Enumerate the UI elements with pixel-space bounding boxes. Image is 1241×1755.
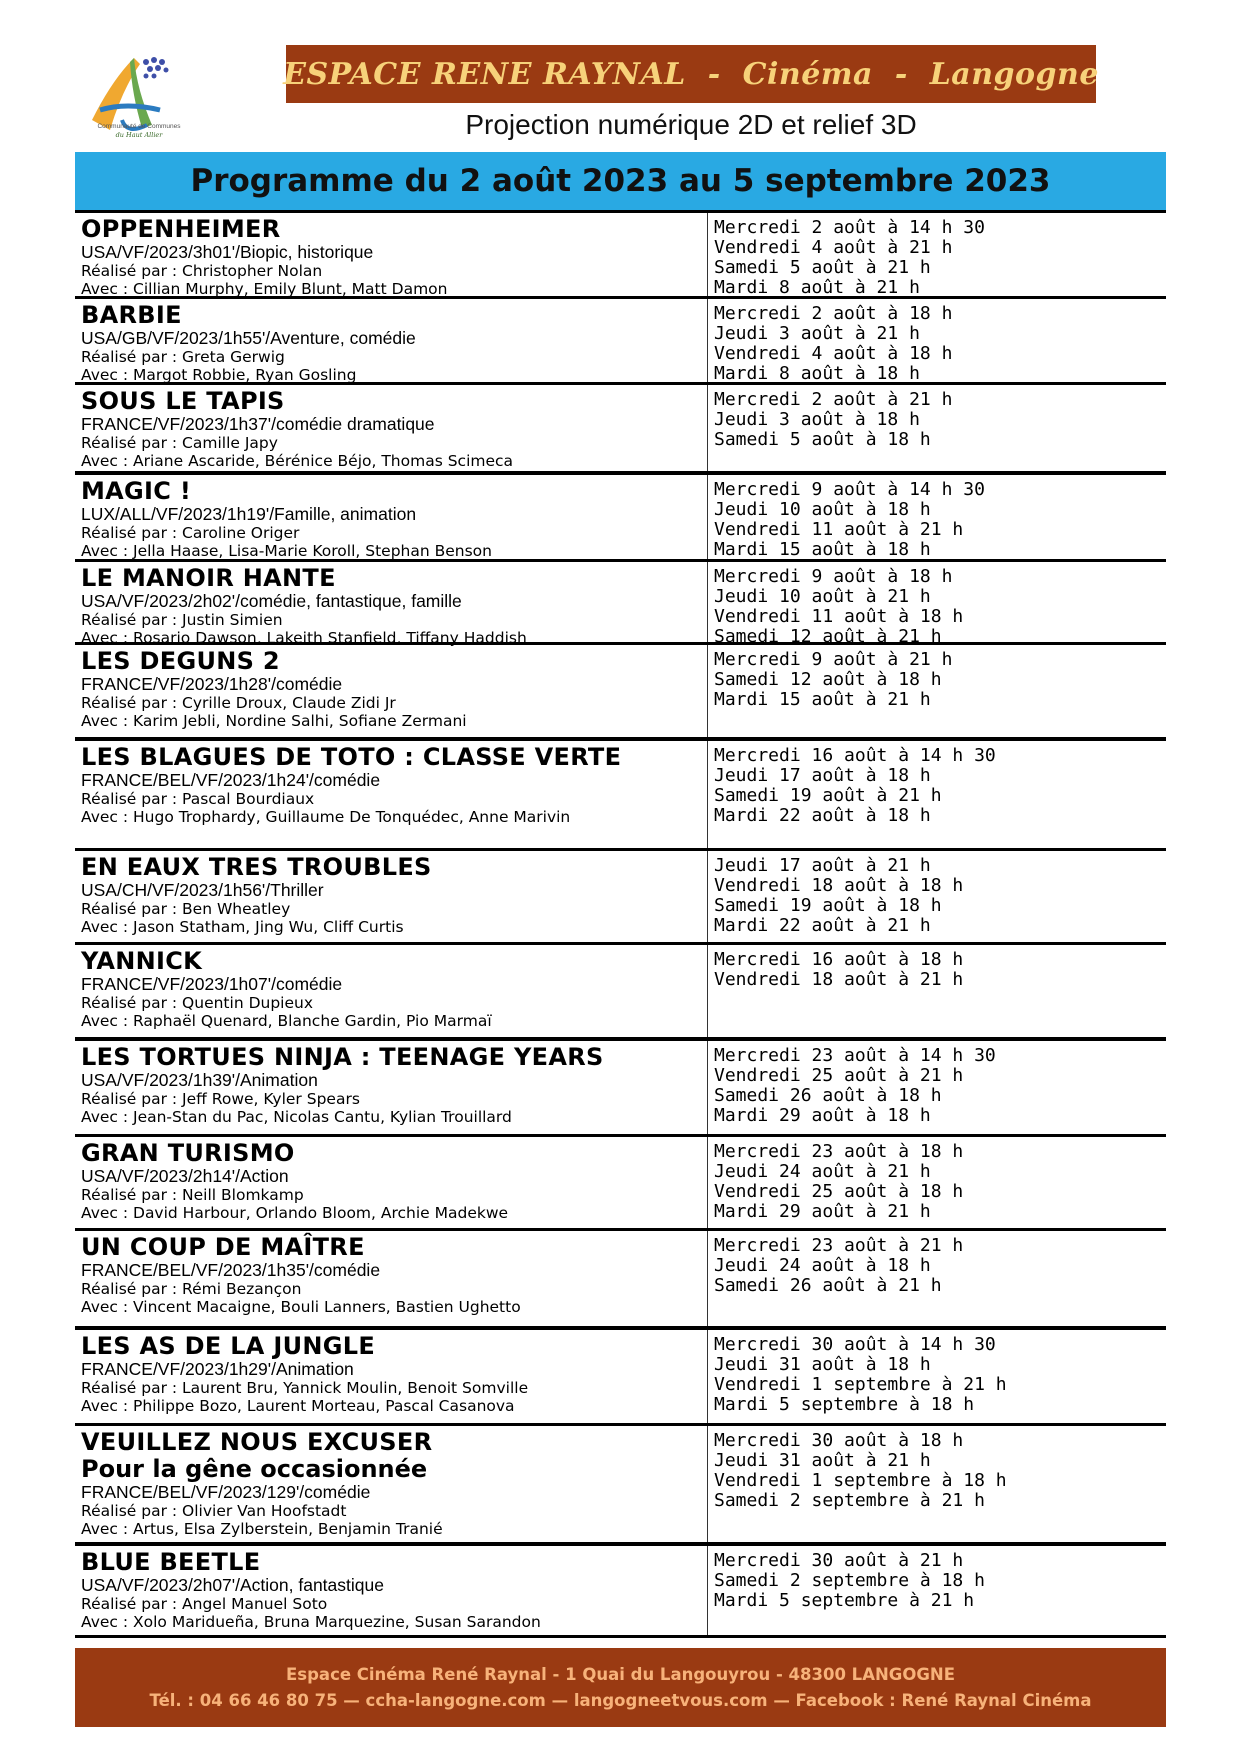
film-showtimes	[707, 1546, 1166, 1635]
film-details	[75, 475, 707, 559]
showtime: Mercredi 9 août à 14 h 30	[714, 479, 985, 500]
logo-caption-line1: Communauté de Communes	[97, 123, 181, 130]
film-showtimes	[707, 851, 1166, 942]
film-showtimes	[707, 1426, 1166, 1542]
program-band	[75, 152, 1166, 210]
film-showtimes	[707, 1137, 1166, 1228]
film-showtimes	[707, 562, 1166, 647]
cinema-banner-text: ESPACE RENE RAYNAL - Cinéma - Langogne	[283, 56, 1099, 92]
showtime: Mardi 29 août à 18 h	[714, 1105, 931, 1126]
film-row	[75, 1326, 1166, 1423]
film-title: LES BLAGUES DE TOTO : CLASSE VERTE	[81, 743, 622, 771]
film-showtimes	[707, 645, 1166, 737]
showtime: Vendredi 25 août à 21 h	[714, 1065, 964, 1086]
film-cast: Avec : Margot Robbie, Ryan Gosling	[81, 366, 357, 384]
film-row	[75, 296, 1166, 382]
film-info: FRANCE/VF/2023/1h29'/Animation	[81, 1359, 354, 1379]
showtime: Jeudi 24 août à 21 h	[714, 1161, 931, 1182]
showtime: Samedi 26 août à 21 h	[714, 1275, 942, 1296]
film-row	[75, 471, 1166, 559]
film-row	[75, 737, 1166, 848]
film-director: Réalisé par : Angel Manuel Soto	[81, 1595, 328, 1613]
showtime: Samedi 26 août à 18 h	[714, 1085, 942, 1106]
film-director: Réalisé par : Justin Simien	[81, 611, 283, 629]
film-details	[75, 1231, 707, 1326]
showtime: Mardi 15 août à 21 h	[714, 689, 931, 710]
film-row	[75, 1037, 1166, 1134]
showtime: Mercredi 30 août à 21 h	[714, 1550, 964, 1571]
cinema-banner	[283, 45, 1099, 103]
film-director: Réalisé par : Ben Wheatley	[81, 900, 291, 918]
film-showtimes	[707, 213, 1166, 296]
showtime: Mardi 15 août à 18 h	[714, 539, 931, 560]
film-row	[75, 1423, 1166, 1542]
film-director: Réalisé par : Rémi Bezançon	[81, 1280, 302, 1298]
film-director: Réalisé par : Neill Blomkamp	[81, 1186, 304, 1204]
film-title: LE MANOIR HANTE	[81, 564, 336, 592]
film-info: LUX/ALL/VF/2023/1h19'/Famille, animation	[81, 504, 417, 524]
showtime: Mercredi 23 août à 21 h	[714, 1235, 964, 1256]
film-row	[75, 848, 1166, 942]
showtime: Mercredi 16 août à 14 h 30	[714, 745, 996, 766]
showtime: Samedi 5 août à 18 h	[714, 429, 931, 450]
film-cast: Avec : Karim Jebli, Nordine Salhi, Sofiane Zermani	[81, 712, 467, 730]
film-cast: Avec : Xolo Maridueña, Bruna Marquezine, Susan Sarandon	[81, 1613, 541, 1631]
showtime: Samedi 19 août à 21 h	[714, 785, 942, 806]
film-row	[75, 1542, 1166, 1635]
community-logo-icon	[82, 50, 192, 160]
film-showtimes	[707, 1330, 1166, 1423]
film-info: USA/VF/2023/1h39'/Animation	[81, 1070, 318, 1090]
showtime: Samedi 19 août à 18 h	[714, 895, 942, 916]
film-subtitle: Pour la gêne occasionnée	[81, 1455, 428, 1483]
film-details	[75, 213, 707, 296]
film-director: Réalisé par : Cyrille Droux, Claude Zidi Jr	[81, 694, 396, 712]
film-title: EN EAUX TRES TROUBLES	[81, 853, 432, 881]
footer-address: Espace Cinéma René Raynal - 1 Quai du Langouyrou - 48300 LANGOGNE	[286, 1664, 955, 1684]
film-showtimes	[707, 385, 1166, 471]
film-details	[75, 562, 707, 647]
film-cast: Avec : Philippe Bozo, Laurent Morteau, Pascal Casanova	[81, 1397, 515, 1415]
program-title: Programme du 2 août 2023 au 5 septembre 2023	[190, 163, 1051, 199]
film-info: FRANCE/VF/2023/1h28'/comédie	[81, 674, 343, 694]
logo-caption-line2: du Haut Allier	[115, 131, 163, 139]
showtime: Samedi 2 septembre à 18 h	[714, 1570, 985, 1591]
showtime: Jeudi 10 août à 21 h	[714, 586, 931, 607]
showtime: Jeudi 31 août à 18 h	[714, 1354, 931, 1375]
film-showtimes	[707, 945, 1166, 1037]
showtime: Mardi 8 août à 21 h	[714, 277, 920, 298]
showtime: Jeudi 17 août à 21 h	[714, 855, 931, 876]
showtime: Mercredi 2 août à 14 h 30	[714, 217, 985, 238]
footer-contact: Tél. : 04 66 46 80 75 — ccha-langogne.com — langogneetvous.com — Facebook : René Raynal Cinéma	[149, 1690, 1092, 1710]
film-director: Réalisé par : Jeff Rowe, Kyler Spears	[81, 1090, 360, 1108]
film-details	[75, 945, 707, 1037]
film-showtimes	[707, 299, 1166, 382]
showtime: Mardi 22 août à 21 h	[714, 915, 931, 936]
film-details	[75, 645, 707, 737]
film-info: FRANCE/VF/2023/1h37'/comédie dramatique	[81, 414, 435, 434]
film-title: BARBIE	[81, 301, 182, 329]
film-info: FRANCE/BEL/VF/2023/1h35'/comédie	[81, 1260, 381, 1280]
showtime: Jeudi 3 août à 21 h	[714, 323, 920, 344]
showtime: Mercredi 2 août à 18 h	[714, 303, 953, 324]
showtime: Jeudi 24 août à 18 h	[714, 1255, 931, 1276]
film-row	[75, 559, 1166, 647]
film-info: FRANCE/VF/2023/1h07'/comédie	[81, 974, 343, 994]
film-cast: Avec : Raphaël Quenard, Blanche Gardin, Pio Marmaï	[81, 1012, 492, 1030]
film-showtimes	[707, 741, 1166, 848]
film-cast: Avec : Jean-Stan du Pac, Nicolas Cantu, Kylian Trouillard	[81, 1108, 512, 1126]
film-details	[75, 1330, 707, 1423]
showtime: Vendredi 1 septembre à 21 h	[714, 1374, 1007, 1395]
showtime: Jeudi 10 août à 18 h	[714, 499, 931, 520]
showtime: Jeudi 3 août à 18 h	[714, 409, 920, 430]
film-title: GRAN TURISMO	[81, 1139, 295, 1167]
film-director: Réalisé par : Pascal Bourdiaux	[81, 790, 315, 808]
film-director: Réalisé par : Camille Japy	[81, 434, 278, 452]
film-showtimes	[707, 1041, 1166, 1134]
showtime: Samedi 12 août à 18 h	[714, 669, 942, 690]
film-title: LES TORTUES NINJA : TEENAGE YEARS	[81, 1043, 604, 1071]
film-details	[75, 299, 707, 382]
showtime: Vendredi 18 août à 18 h	[714, 875, 964, 896]
showtime: Mercredi 23 août à 18 h	[714, 1141, 964, 1162]
film-cast: Avec : Vincent Macaigne, Bouli Lanners, Bastien Ughetto	[81, 1298, 521, 1316]
film-details	[75, 1041, 707, 1134]
film-director: Réalisé par : Christopher Nolan	[81, 262, 323, 280]
film-cast: Avec : Hugo Trophardy, Guillaume De Tonquédec, Anne Marivin	[81, 808, 571, 826]
film-row	[75, 1228, 1166, 1326]
film-title: MAGIC !	[81, 477, 192, 505]
showtime: Mardi 5 septembre à 18 h	[714, 1394, 975, 1415]
logo-caption	[84, 123, 194, 139]
film-info: USA/VF/2023/2h07'/Action, fantastique	[81, 1575, 384, 1595]
film-cast: Avec : Jason Statham, Jing Wu, Cliff Curtis	[81, 918, 404, 936]
film-details	[75, 1137, 707, 1228]
film-director: Réalisé par : Laurent Bru, Yannick Moulin, Benoit Somville	[81, 1379, 529, 1397]
showtime: Mardi 8 août à 18 h	[714, 363, 920, 384]
film-title: LES DEGUNS 2	[81, 647, 280, 675]
film-info: FRANCE/BEL/VF/2023/1h24'/comédie	[81, 770, 381, 790]
film-info: USA/CH/VF/2023/1h56'/Thriller	[81, 880, 324, 900]
showtime: Samedi 12 août à 21 h	[714, 626, 942, 647]
film-info: USA/VF/2023/3h01'/Biopic, historique	[81, 242, 374, 262]
showtime: Mercredi 9 août à 18 h	[714, 566, 953, 587]
showtime: Vendredi 18 août à 21 h	[714, 969, 964, 990]
showtime: Mardi 5 septembre à 21 h	[714, 1590, 975, 1611]
film-director: Réalisé par : Olivier Van Hoofstadt	[81, 1502, 347, 1520]
film-details	[75, 1426, 707, 1542]
film-details	[75, 385, 707, 471]
showtime: Vendredi 11 août à 18 h	[714, 606, 964, 627]
film-row	[75, 1134, 1166, 1228]
film-row	[75, 942, 1166, 1037]
showtime: Vendredi 4 août à 18 h	[714, 343, 953, 364]
showtime: Mercredi 30 août à 18 h	[714, 1430, 964, 1451]
film-title: BLUE BEETLE	[81, 1548, 261, 1576]
film-cast: Avec : Cillian Murphy, Emily Blunt, Matt Damon	[81, 280, 448, 298]
film-director: Réalisé par : Greta Gerwig	[81, 348, 285, 366]
film-info: USA/VF/2023/2h02'/comédie, fantastique, famille	[81, 591, 462, 611]
footer-band	[75, 1648, 1166, 1727]
film-title: UN COUP DE MAÎTRE	[81, 1233, 365, 1261]
showtime: Mercredi 16 août à 18 h	[714, 949, 964, 970]
film-director: Réalisé par : Caroline Origer	[81, 524, 300, 542]
showtime: Mardi 22 août à 18 h	[714, 805, 931, 826]
film-title: YANNICK	[81, 947, 203, 975]
film-info: FRANCE/BEL/VF/2023/129'/comédie	[81, 1482, 371, 1502]
showtime: Samedi 5 août à 21 h	[714, 257, 931, 278]
film-details	[75, 851, 707, 942]
film-cast: Avec : Jella Haase, Lisa-Marie Koroll, Stephan Benson	[81, 542, 492, 560]
film-cast: Avec : David Harbour, Orlando Bloom, Archie Madekwe	[81, 1204, 509, 1222]
film-title: LES AS DE LA JUNGLE	[81, 1332, 376, 1360]
showtime: Mercredi 2 août à 21 h	[714, 389, 953, 410]
film-cast: Avec : Ariane Ascaride, Bérénice Béjo, Thomas Scimeca	[81, 452, 514, 470]
film-info: USA/VF/2023/2h14'/Action	[81, 1166, 289, 1186]
film-row	[75, 210, 1166, 296]
showtime: Vendredi 11 août à 21 h	[714, 519, 964, 540]
schedule-table	[75, 210, 1166, 1638]
film-showtimes	[707, 1231, 1166, 1326]
showtime: Mercredi 30 août à 14 h 30	[714, 1334, 996, 1355]
film-director: Réalisé par : Quentin Dupieux	[81, 994, 314, 1012]
film-cast: Avec : Rosario Dawson, Lakeith Stanfield, Tiffany Haddish	[81, 629, 527, 647]
film-details	[75, 1546, 707, 1635]
film-row	[75, 642, 1166, 737]
film-info: USA/GB/VF/2023/1h55'/Aventure, comédie	[81, 328, 416, 348]
film-details	[75, 741, 707, 848]
projection-subtitle: Projection numérique 2D et relief 3D	[465, 109, 917, 140]
film-showtimes	[707, 475, 1166, 559]
film-title: OPPENHEIMER	[81, 215, 281, 243]
showtime: Samedi 2 septembre à 21 h	[714, 1490, 985, 1511]
showtime: Vendredi 25 août à 18 h	[714, 1181, 964, 1202]
film-title: SOUS LE TAPIS	[81, 387, 285, 415]
showtime: Mercredi 9 août à 21 h	[714, 649, 953, 670]
film-title: VEUILLEZ NOUS EXCUSER	[81, 1428, 433, 1456]
table-bottom-rule	[75, 1635, 1166, 1638]
showtime: Vendredi 1 septembre à 18 h	[714, 1470, 1007, 1491]
showtime: Mercredi 23 août à 14 h 30	[714, 1045, 996, 1066]
showtime: Jeudi 31 août à 21 h	[714, 1450, 931, 1471]
film-row	[75, 382, 1166, 471]
showtime: Mardi 29 août à 21 h	[714, 1201, 931, 1222]
showtime: Jeudi 17 août à 18 h	[714, 765, 931, 786]
film-cast: Avec : Artus, Elsa Zylberstein, Benjamin Tranié	[81, 1520, 443, 1538]
showtime: Vendredi 4 août à 21 h	[714, 237, 953, 258]
